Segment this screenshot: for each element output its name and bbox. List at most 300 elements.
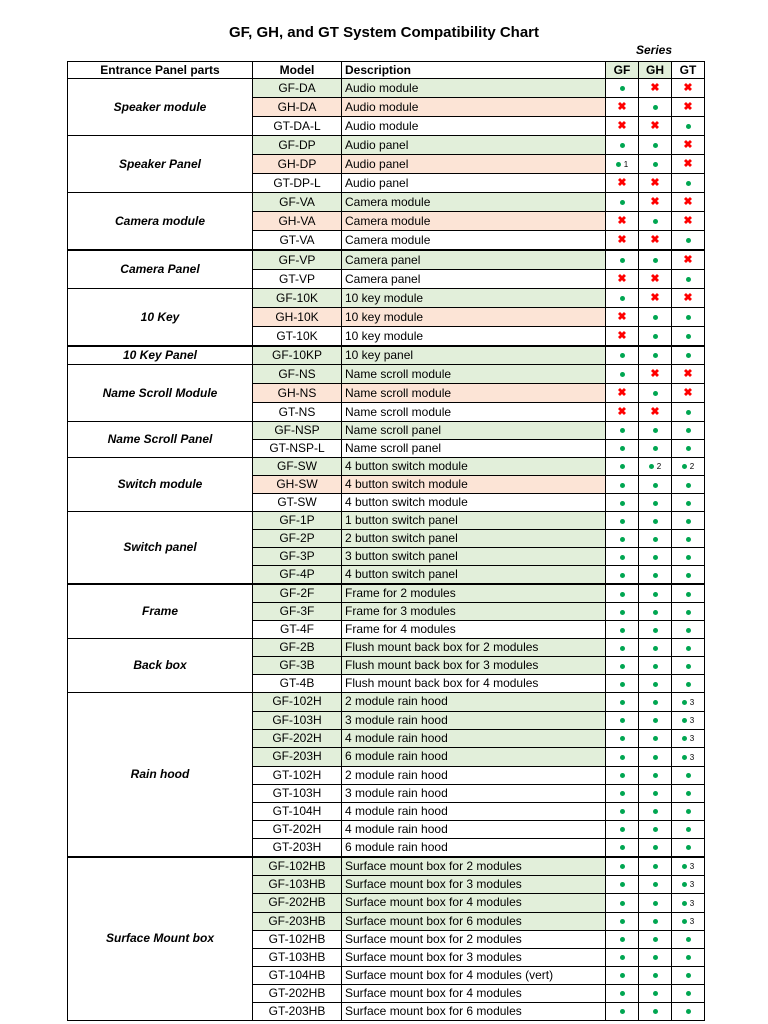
group-label: Camera Panel bbox=[68, 250, 253, 289]
compat-cell-gt bbox=[672, 117, 705, 136]
compat-cell-gf bbox=[606, 289, 639, 308]
description-cell: Surface mount box for 6 modules bbox=[342, 1002, 606, 1020]
model-cell: GH-VA bbox=[253, 212, 342, 231]
compatible-dot-icon bbox=[682, 755, 687, 760]
compat-cell-gt bbox=[672, 729, 705, 747]
incompatible-x-icon: ✖ bbox=[683, 82, 693, 94]
compatible-dot-icon bbox=[653, 353, 658, 358]
description-cell: 4 module rain hood bbox=[342, 729, 606, 747]
compat-cell-gh bbox=[639, 894, 672, 912]
compat-cell-gf bbox=[606, 512, 639, 530]
compatible-dot-icon bbox=[653, 315, 658, 320]
compatible-dot-icon bbox=[686, 238, 691, 243]
incompatible-x-icon: ✖ bbox=[683, 387, 693, 399]
compat-cell-gf bbox=[606, 1002, 639, 1020]
compat-cell-gh bbox=[639, 270, 672, 289]
compat-cell-gh bbox=[639, 820, 672, 838]
compatible-dot-icon bbox=[653, 519, 658, 524]
compatible-dot-icon bbox=[682, 700, 687, 705]
compatible-dot-icon bbox=[686, 483, 691, 488]
model-cell: GT-202HB bbox=[253, 984, 342, 1002]
compatible-dot-icon bbox=[620, 736, 625, 741]
description-cell: Frame for 2 modules bbox=[342, 584, 606, 603]
compat-cell-gf bbox=[606, 894, 639, 912]
compat-cell-gt bbox=[672, 838, 705, 857]
compatible-dot-icon bbox=[620, 718, 625, 723]
description-cell: Flush mount back box for 4 modules bbox=[342, 675, 606, 693]
incompatible-x-icon: ✖ bbox=[617, 387, 627, 399]
compatible-dot-icon bbox=[653, 955, 658, 960]
incompatible-x-icon: ✖ bbox=[683, 139, 693, 151]
compat-cell-gf bbox=[606, 912, 639, 930]
compatible-dot-icon bbox=[653, 555, 658, 560]
chart-title: GF, GH, and GT System Compatibility Chart bbox=[228, 24, 540, 41]
model-cell: GT-102H bbox=[253, 766, 342, 784]
description-cell: 10 key panel bbox=[342, 346, 606, 365]
compat-cell-gf bbox=[606, 79, 639, 98]
compat-cell-gf bbox=[606, 231, 639, 251]
model-cell: GT-202H bbox=[253, 820, 342, 838]
compat-cell-gt bbox=[672, 802, 705, 820]
description-cell: Audio module bbox=[342, 117, 606, 136]
incompatible-x-icon: ✖ bbox=[617, 406, 627, 418]
compat-cell-gf bbox=[606, 270, 639, 289]
header-model: Model bbox=[253, 62, 342, 79]
description-cell: Surface mount box for 4 modules (vert) bbox=[342, 966, 606, 984]
incompatible-x-icon: ✖ bbox=[617, 330, 627, 342]
group-label: Rain hood bbox=[68, 693, 253, 857]
compatible-dot-icon bbox=[620, 991, 625, 996]
compatible-dot-icon bbox=[686, 353, 691, 358]
compat-cell-gf bbox=[606, 784, 639, 802]
model-cell: GF-103HB bbox=[253, 875, 342, 893]
compat-cell-gt bbox=[672, 494, 705, 512]
compatible-dot-icon bbox=[620, 973, 625, 978]
table-row bbox=[68, 422, 705, 440]
model-cell: GF-3F bbox=[253, 603, 342, 621]
group-label: Speaker module bbox=[68, 79, 253, 136]
compatible-dot-icon bbox=[686, 555, 691, 560]
compatible-dot-icon bbox=[686, 809, 691, 814]
group-label: 10 Key bbox=[68, 289, 253, 347]
description-cell: Flush mount back box for 3 modules bbox=[342, 657, 606, 675]
model-cell: GT-203H bbox=[253, 838, 342, 857]
compat-cell-gh bbox=[639, 512, 672, 530]
compat-cell-gf bbox=[606, 966, 639, 984]
compat-cell-gh bbox=[639, 403, 672, 422]
compatible-dot-icon bbox=[686, 845, 691, 850]
compat-cell-gf bbox=[606, 365, 639, 384]
compatible-dot-icon bbox=[686, 592, 691, 597]
group-label: Name Scroll Panel bbox=[68, 422, 253, 458]
compatible-dot-icon bbox=[620, 1009, 625, 1014]
compatible-dot-icon bbox=[653, 791, 658, 796]
table-row bbox=[68, 250, 705, 270]
compatible-dot-icon bbox=[620, 555, 625, 560]
compat-cell-gt bbox=[672, 231, 705, 251]
description-cell: 4 button switch module bbox=[342, 494, 606, 512]
header-series-gh: GH bbox=[639, 62, 672, 79]
compat-cell-gh bbox=[639, 603, 672, 621]
group-label: Back box bbox=[68, 639, 253, 693]
compat-cell-gh bbox=[639, 98, 672, 117]
compatible-dot-icon bbox=[686, 827, 691, 832]
compatible-dot-icon bbox=[620, 592, 625, 597]
compatible-dot-icon bbox=[653, 573, 658, 578]
compat-cell-gf bbox=[606, 675, 639, 693]
description-cell: Camera module bbox=[342, 231, 606, 251]
footnote-marker: 3 bbox=[689, 697, 695, 707]
model-cell: GT-VA bbox=[253, 231, 342, 251]
compatible-dot-icon bbox=[653, 937, 658, 942]
model-cell: GF-DA bbox=[253, 79, 342, 98]
compat-cell-gf bbox=[606, 384, 639, 403]
compat-cell-gt bbox=[672, 930, 705, 948]
model-cell: GF-102HB bbox=[253, 857, 342, 876]
compat-cell-gf bbox=[606, 693, 639, 711]
description-cell: 3 module rain hood bbox=[342, 784, 606, 802]
compatible-dot-icon bbox=[686, 519, 691, 524]
header-series-gf: GF bbox=[606, 62, 639, 79]
compat-cell-gt bbox=[672, 136, 705, 155]
group-label: Camera module bbox=[68, 193, 253, 251]
incompatible-x-icon: ✖ bbox=[650, 196, 660, 208]
compat-cell-gt bbox=[672, 476, 705, 494]
model-cell: GF-VA bbox=[253, 193, 342, 212]
compat-cell-gh bbox=[639, 784, 672, 802]
description-cell: 10 key module bbox=[342, 289, 606, 308]
compat-cell-gt bbox=[672, 79, 705, 98]
model-cell: GF-2P bbox=[253, 530, 342, 548]
compat-cell-gt bbox=[672, 98, 705, 117]
compat-cell-gf bbox=[606, 98, 639, 117]
compat-cell-gh bbox=[639, 912, 672, 930]
description-cell: Camera module bbox=[342, 193, 606, 212]
incompatible-x-icon: ✖ bbox=[683, 196, 693, 208]
compat-cell-gf bbox=[606, 440, 639, 458]
compatible-dot-icon bbox=[686, 446, 691, 451]
compat-cell-gt bbox=[672, 365, 705, 384]
compat-cell-gt bbox=[672, 984, 705, 1002]
compatible-dot-icon bbox=[686, 664, 691, 669]
compatible-dot-icon bbox=[653, 1009, 658, 1014]
compat-cell-gf bbox=[606, 657, 639, 675]
description-cell: 1 button switch panel bbox=[342, 512, 606, 530]
compat-cell-gh bbox=[639, 212, 672, 231]
compat-cell-gt bbox=[672, 584, 705, 603]
table-row bbox=[68, 693, 705, 711]
model-cell: GF-SW bbox=[253, 458, 342, 476]
compat-cell-gt bbox=[672, 530, 705, 548]
description-cell: Frame for 4 modules bbox=[342, 621, 606, 639]
model-cell: GF-203H bbox=[253, 748, 342, 766]
compat-cell-gt bbox=[672, 766, 705, 784]
compat-cell-gf bbox=[606, 603, 639, 621]
group-label: Switch panel bbox=[68, 512, 253, 585]
compatible-dot-icon bbox=[653, 446, 658, 451]
model-cell: GT-203HB bbox=[253, 1002, 342, 1020]
table-row bbox=[68, 857, 705, 876]
compat-cell-gt bbox=[672, 857, 705, 876]
compat-cell-gt bbox=[672, 566, 705, 585]
model-cell: GT-DA-L bbox=[253, 117, 342, 136]
compatible-dot-icon bbox=[653, 882, 658, 887]
footnote-marker: 3 bbox=[689, 734, 695, 744]
compatible-dot-icon bbox=[653, 755, 658, 760]
compat-cell-gt bbox=[672, 458, 705, 476]
compat-cell-gh bbox=[639, 875, 672, 893]
compatible-dot-icon bbox=[653, 901, 658, 906]
footnote-marker: 3 bbox=[689, 861, 695, 871]
compat-cell-gf bbox=[606, 838, 639, 857]
compat-cell-gf bbox=[606, 155, 639, 174]
compatible-dot-icon bbox=[620, 700, 625, 705]
compatible-dot-icon bbox=[686, 181, 691, 186]
compatible-dot-icon bbox=[653, 736, 658, 741]
description-cell: Camera panel bbox=[342, 270, 606, 289]
compatible-dot-icon bbox=[620, 353, 625, 358]
compatible-dot-icon bbox=[653, 718, 658, 723]
compatible-dot-icon bbox=[620, 610, 625, 615]
model-cell: GF-3B bbox=[253, 657, 342, 675]
compatible-dot-icon bbox=[620, 200, 625, 205]
incompatible-x-icon: ✖ bbox=[650, 234, 660, 246]
incompatible-x-icon: ✖ bbox=[683, 215, 693, 227]
description-cell: Surface mount box for 4 modules bbox=[342, 894, 606, 912]
compatible-dot-icon bbox=[620, 882, 625, 887]
compat-cell-gt bbox=[672, 966, 705, 984]
description-cell: Camera panel bbox=[342, 250, 606, 270]
model-cell: GT-4F bbox=[253, 621, 342, 639]
compat-cell-gh bbox=[639, 365, 672, 384]
incompatible-x-icon: ✖ bbox=[650, 177, 660, 189]
compat-cell-gt bbox=[672, 875, 705, 893]
compat-cell-gh bbox=[639, 584, 672, 603]
incompatible-x-icon: ✖ bbox=[617, 120, 627, 132]
header-description: Description bbox=[342, 62, 606, 79]
description-cell: Surface mount box for 4 modules bbox=[342, 984, 606, 1002]
compatible-dot-icon bbox=[653, 334, 658, 339]
compat-cell-gh bbox=[639, 548, 672, 566]
compat-cell-gt bbox=[672, 270, 705, 289]
description-cell: 10 key module bbox=[342, 327, 606, 347]
compatibility-table bbox=[67, 61, 705, 1021]
compat-cell-gt bbox=[672, 403, 705, 422]
compatible-dot-icon bbox=[682, 736, 687, 741]
footnote-marker: 3 bbox=[689, 752, 695, 762]
compat-cell-gh bbox=[639, 117, 672, 136]
description-cell: 4 button switch panel bbox=[342, 566, 606, 585]
model-cell: GF-3P bbox=[253, 548, 342, 566]
compatible-dot-icon bbox=[620, 258, 625, 263]
header-series-gt: GT bbox=[672, 62, 705, 79]
compat-cell-gh bbox=[639, 621, 672, 639]
compat-cell-gt bbox=[672, 174, 705, 193]
compat-cell-gf bbox=[606, 930, 639, 948]
compat-cell-gf bbox=[606, 174, 639, 193]
compatible-dot-icon bbox=[620, 86, 625, 91]
description-cell: 3 module rain hood bbox=[342, 711, 606, 729]
compat-cell-gh bbox=[639, 857, 672, 876]
compatible-dot-icon bbox=[620, 372, 625, 377]
table-row bbox=[68, 512, 705, 530]
incompatible-x-icon: ✖ bbox=[617, 215, 627, 227]
incompatible-x-icon: ✖ bbox=[617, 311, 627, 323]
description-cell: 4 button switch module bbox=[342, 476, 606, 494]
compat-cell-gt bbox=[672, 440, 705, 458]
description-cell: Audio panel bbox=[342, 136, 606, 155]
compat-cell-gh bbox=[639, 308, 672, 327]
compat-cell-gt bbox=[672, 948, 705, 966]
compat-cell-gf bbox=[606, 403, 639, 422]
compatible-dot-icon bbox=[620, 755, 625, 760]
description-cell: Surface mount box for 2 modules bbox=[342, 857, 606, 876]
table-row bbox=[68, 639, 705, 657]
compatible-dot-icon bbox=[653, 845, 658, 850]
compat-cell-gh bbox=[639, 440, 672, 458]
compatible-dot-icon bbox=[653, 646, 658, 651]
group-label: Switch module bbox=[68, 458, 253, 512]
compat-cell-gh bbox=[639, 966, 672, 984]
compatible-dot-icon bbox=[686, 610, 691, 615]
compatible-dot-icon bbox=[653, 682, 658, 687]
compatible-dot-icon bbox=[620, 628, 625, 633]
incompatible-x-icon: ✖ bbox=[683, 254, 693, 266]
description-cell: 6 module rain hood bbox=[342, 748, 606, 766]
compat-cell-gf bbox=[606, 566, 639, 585]
table-row bbox=[68, 289, 705, 308]
compat-cell-gh bbox=[639, 693, 672, 711]
compat-cell-gf bbox=[606, 820, 639, 838]
model-cell: GT-NS bbox=[253, 403, 342, 422]
model-cell: GH-SW bbox=[253, 476, 342, 494]
compatible-dot-icon bbox=[682, 919, 687, 924]
model-cell: GF-4P bbox=[253, 566, 342, 585]
description-cell: Camera module bbox=[342, 212, 606, 231]
compat-cell-gh bbox=[639, 984, 672, 1002]
compatible-dot-icon bbox=[653, 991, 658, 996]
compatible-dot-icon bbox=[686, 937, 691, 942]
compat-cell-gf bbox=[606, 711, 639, 729]
compatible-dot-icon bbox=[620, 143, 625, 148]
table-row bbox=[68, 193, 705, 212]
compatible-dot-icon bbox=[620, 809, 625, 814]
description-cell: 4 button switch module bbox=[342, 458, 606, 476]
compatible-dot-icon bbox=[620, 919, 625, 924]
compatible-dot-icon bbox=[653, 501, 658, 506]
compatible-dot-icon bbox=[686, 277, 691, 282]
model-cell: GF-1P bbox=[253, 512, 342, 530]
compat-cell-gf bbox=[606, 984, 639, 1002]
compatible-dot-icon bbox=[653, 105, 658, 110]
compatible-dot-icon bbox=[653, 864, 658, 869]
description-cell: Surface mount box for 2 modules bbox=[342, 930, 606, 948]
table-row bbox=[68, 365, 705, 384]
description-cell: Name scroll panel bbox=[342, 422, 606, 440]
compat-cell-gh bbox=[639, 346, 672, 365]
compatible-dot-icon bbox=[620, 937, 625, 942]
compat-cell-gf bbox=[606, 621, 639, 639]
compat-cell-gf bbox=[606, 639, 639, 657]
compat-cell-gt bbox=[672, 912, 705, 930]
model-cell: GF-10K bbox=[253, 289, 342, 308]
compatible-dot-icon bbox=[653, 258, 658, 263]
compat-cell-gh bbox=[639, 930, 672, 948]
incompatible-x-icon: ✖ bbox=[683, 101, 693, 113]
compatible-dot-icon bbox=[620, 519, 625, 524]
compatible-dot-icon bbox=[653, 628, 658, 633]
compat-cell-gt bbox=[672, 639, 705, 657]
compat-cell-gf bbox=[606, 802, 639, 820]
header-entrance-panel-parts: Entrance Panel parts bbox=[68, 62, 253, 79]
compatible-dot-icon bbox=[620, 864, 625, 869]
compat-cell-gh bbox=[639, 675, 672, 693]
model-cell: GH-DA bbox=[253, 98, 342, 117]
compatible-dot-icon bbox=[653, 827, 658, 832]
group-label: Frame bbox=[68, 584, 253, 639]
description-cell: Audio module bbox=[342, 98, 606, 117]
description-cell: 2 module rain hood bbox=[342, 766, 606, 784]
compat-cell-gf bbox=[606, 948, 639, 966]
compat-cell-gh bbox=[639, 729, 672, 747]
description-cell: Audio panel bbox=[342, 174, 606, 193]
compat-cell-gt bbox=[672, 155, 705, 174]
compatible-dot-icon bbox=[686, 428, 691, 433]
table-row bbox=[68, 584, 705, 603]
compat-cell-gt bbox=[672, 384, 705, 403]
model-cell: GT-103HB bbox=[253, 948, 342, 966]
compat-cell-gt bbox=[672, 327, 705, 347]
compat-cell-gh bbox=[639, 802, 672, 820]
compat-cell-gt bbox=[672, 289, 705, 308]
model-cell: GF-DP bbox=[253, 136, 342, 155]
compatible-dot-icon bbox=[620, 501, 625, 506]
model-cell: GH-NS bbox=[253, 384, 342, 403]
compatible-dot-icon bbox=[620, 845, 625, 850]
compat-cell-gt bbox=[672, 1002, 705, 1020]
compatible-dot-icon bbox=[620, 901, 625, 906]
compat-cell-gf bbox=[606, 476, 639, 494]
incompatible-x-icon: ✖ bbox=[650, 368, 660, 380]
incompatible-x-icon: ✖ bbox=[650, 406, 660, 418]
compatible-dot-icon bbox=[620, 428, 625, 433]
compat-cell-gf bbox=[606, 857, 639, 876]
incompatible-x-icon: ✖ bbox=[617, 234, 627, 246]
compat-cell-gh bbox=[639, 79, 672, 98]
description-cell: Surface mount box for 3 modules bbox=[342, 875, 606, 893]
description-cell: Name scroll module bbox=[342, 365, 606, 384]
footnote-marker: 3 bbox=[689, 898, 695, 908]
model-cell: GT-104H bbox=[253, 802, 342, 820]
compat-cell-gh bbox=[639, 838, 672, 857]
description-cell: Surface mount box for 6 modules bbox=[342, 912, 606, 930]
incompatible-x-icon: ✖ bbox=[683, 158, 693, 170]
compatible-dot-icon bbox=[653, 162, 658, 167]
description-cell: 2 button switch panel bbox=[342, 530, 606, 548]
compat-cell-gf bbox=[606, 875, 639, 893]
compatible-dot-icon bbox=[620, 446, 625, 451]
model-cell: GT-4B bbox=[253, 675, 342, 693]
model-cell: GT-DP-L bbox=[253, 174, 342, 193]
model-cell: GT-SW bbox=[253, 494, 342, 512]
compat-cell-gf bbox=[606, 530, 639, 548]
group-label: Speaker Panel bbox=[68, 136, 253, 193]
compatible-dot-icon bbox=[682, 882, 687, 887]
description-cell: 6 module rain hood bbox=[342, 838, 606, 857]
compat-cell-gt bbox=[672, 621, 705, 639]
incompatible-x-icon: ✖ bbox=[617, 273, 627, 285]
compat-cell-gh bbox=[639, 289, 672, 308]
